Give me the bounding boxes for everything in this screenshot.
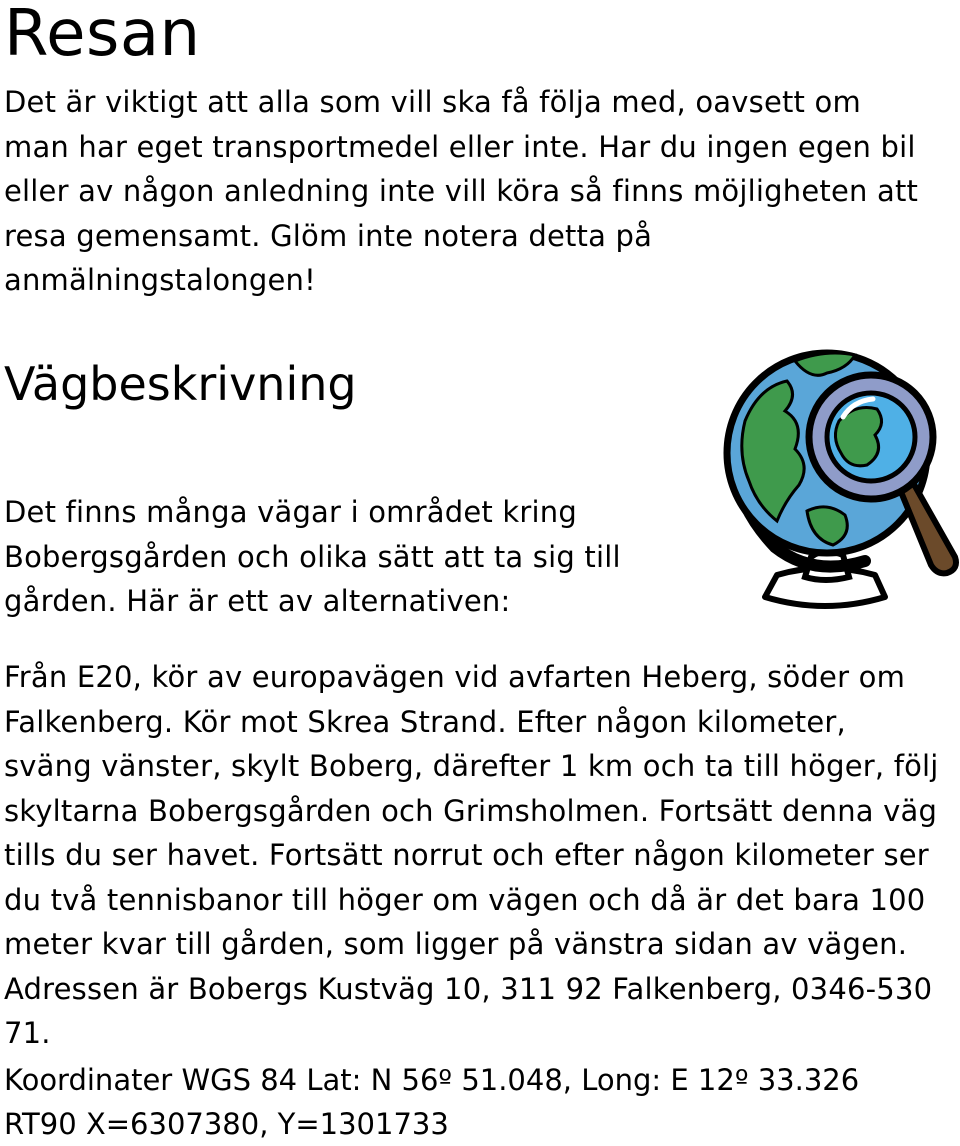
directions-text: Från E20, kör av europavägen vid avfarten Heberg, söder om Falkenberg. Kör mot Skrea Strand. Efter någon kilometer, sväng vänster, skylt Boberg, därefter 1 km och ta till höger, följ skyltarna Bobergsgården och Grimsholmen. Fortsätt denna väg tills du ser havet. Fortsätt norrut och efter någon kilometer ser du två tennisbanor till höger om vägen och då är det bara 100 meter kvar till gården, som ligger på vänstra sidan av vägen. Adressen är Bobergs Kustväg 10, 311 92 Falkenberg, 0346-530 71. xyxy=(4,660,939,1050)
coordinates-wgs84: Koordinater WGS 84 Lat: N 56º 51.048, Long: E 12º 33.326 xyxy=(4,1063,860,1097)
coordinates-rt90: RT90 X=6307380, Y=1301733 xyxy=(4,1107,449,1141)
directions-heading: Vägbeskrivning xyxy=(4,357,357,411)
globe-magnifier-icon xyxy=(715,325,960,615)
directions-intro: Det finns många vägar i området kring Bobergsgården och olika sätt att ta sig till gården. Här är ett av alternativen: xyxy=(4,495,621,618)
travel-paragraph: Det är viktigt att alla som vill ska få följa med, oavsett om man har eget transportmedel eller inte. Har du ingen egen bil eller av någon anledning inte vill köra så finns möjligheten att resa gemensamt. Glöm inte notera detta på anmälningstalongen! xyxy=(4,85,919,297)
magnifier-handle xyxy=(899,479,956,573)
page-title: Resan xyxy=(4,0,201,71)
